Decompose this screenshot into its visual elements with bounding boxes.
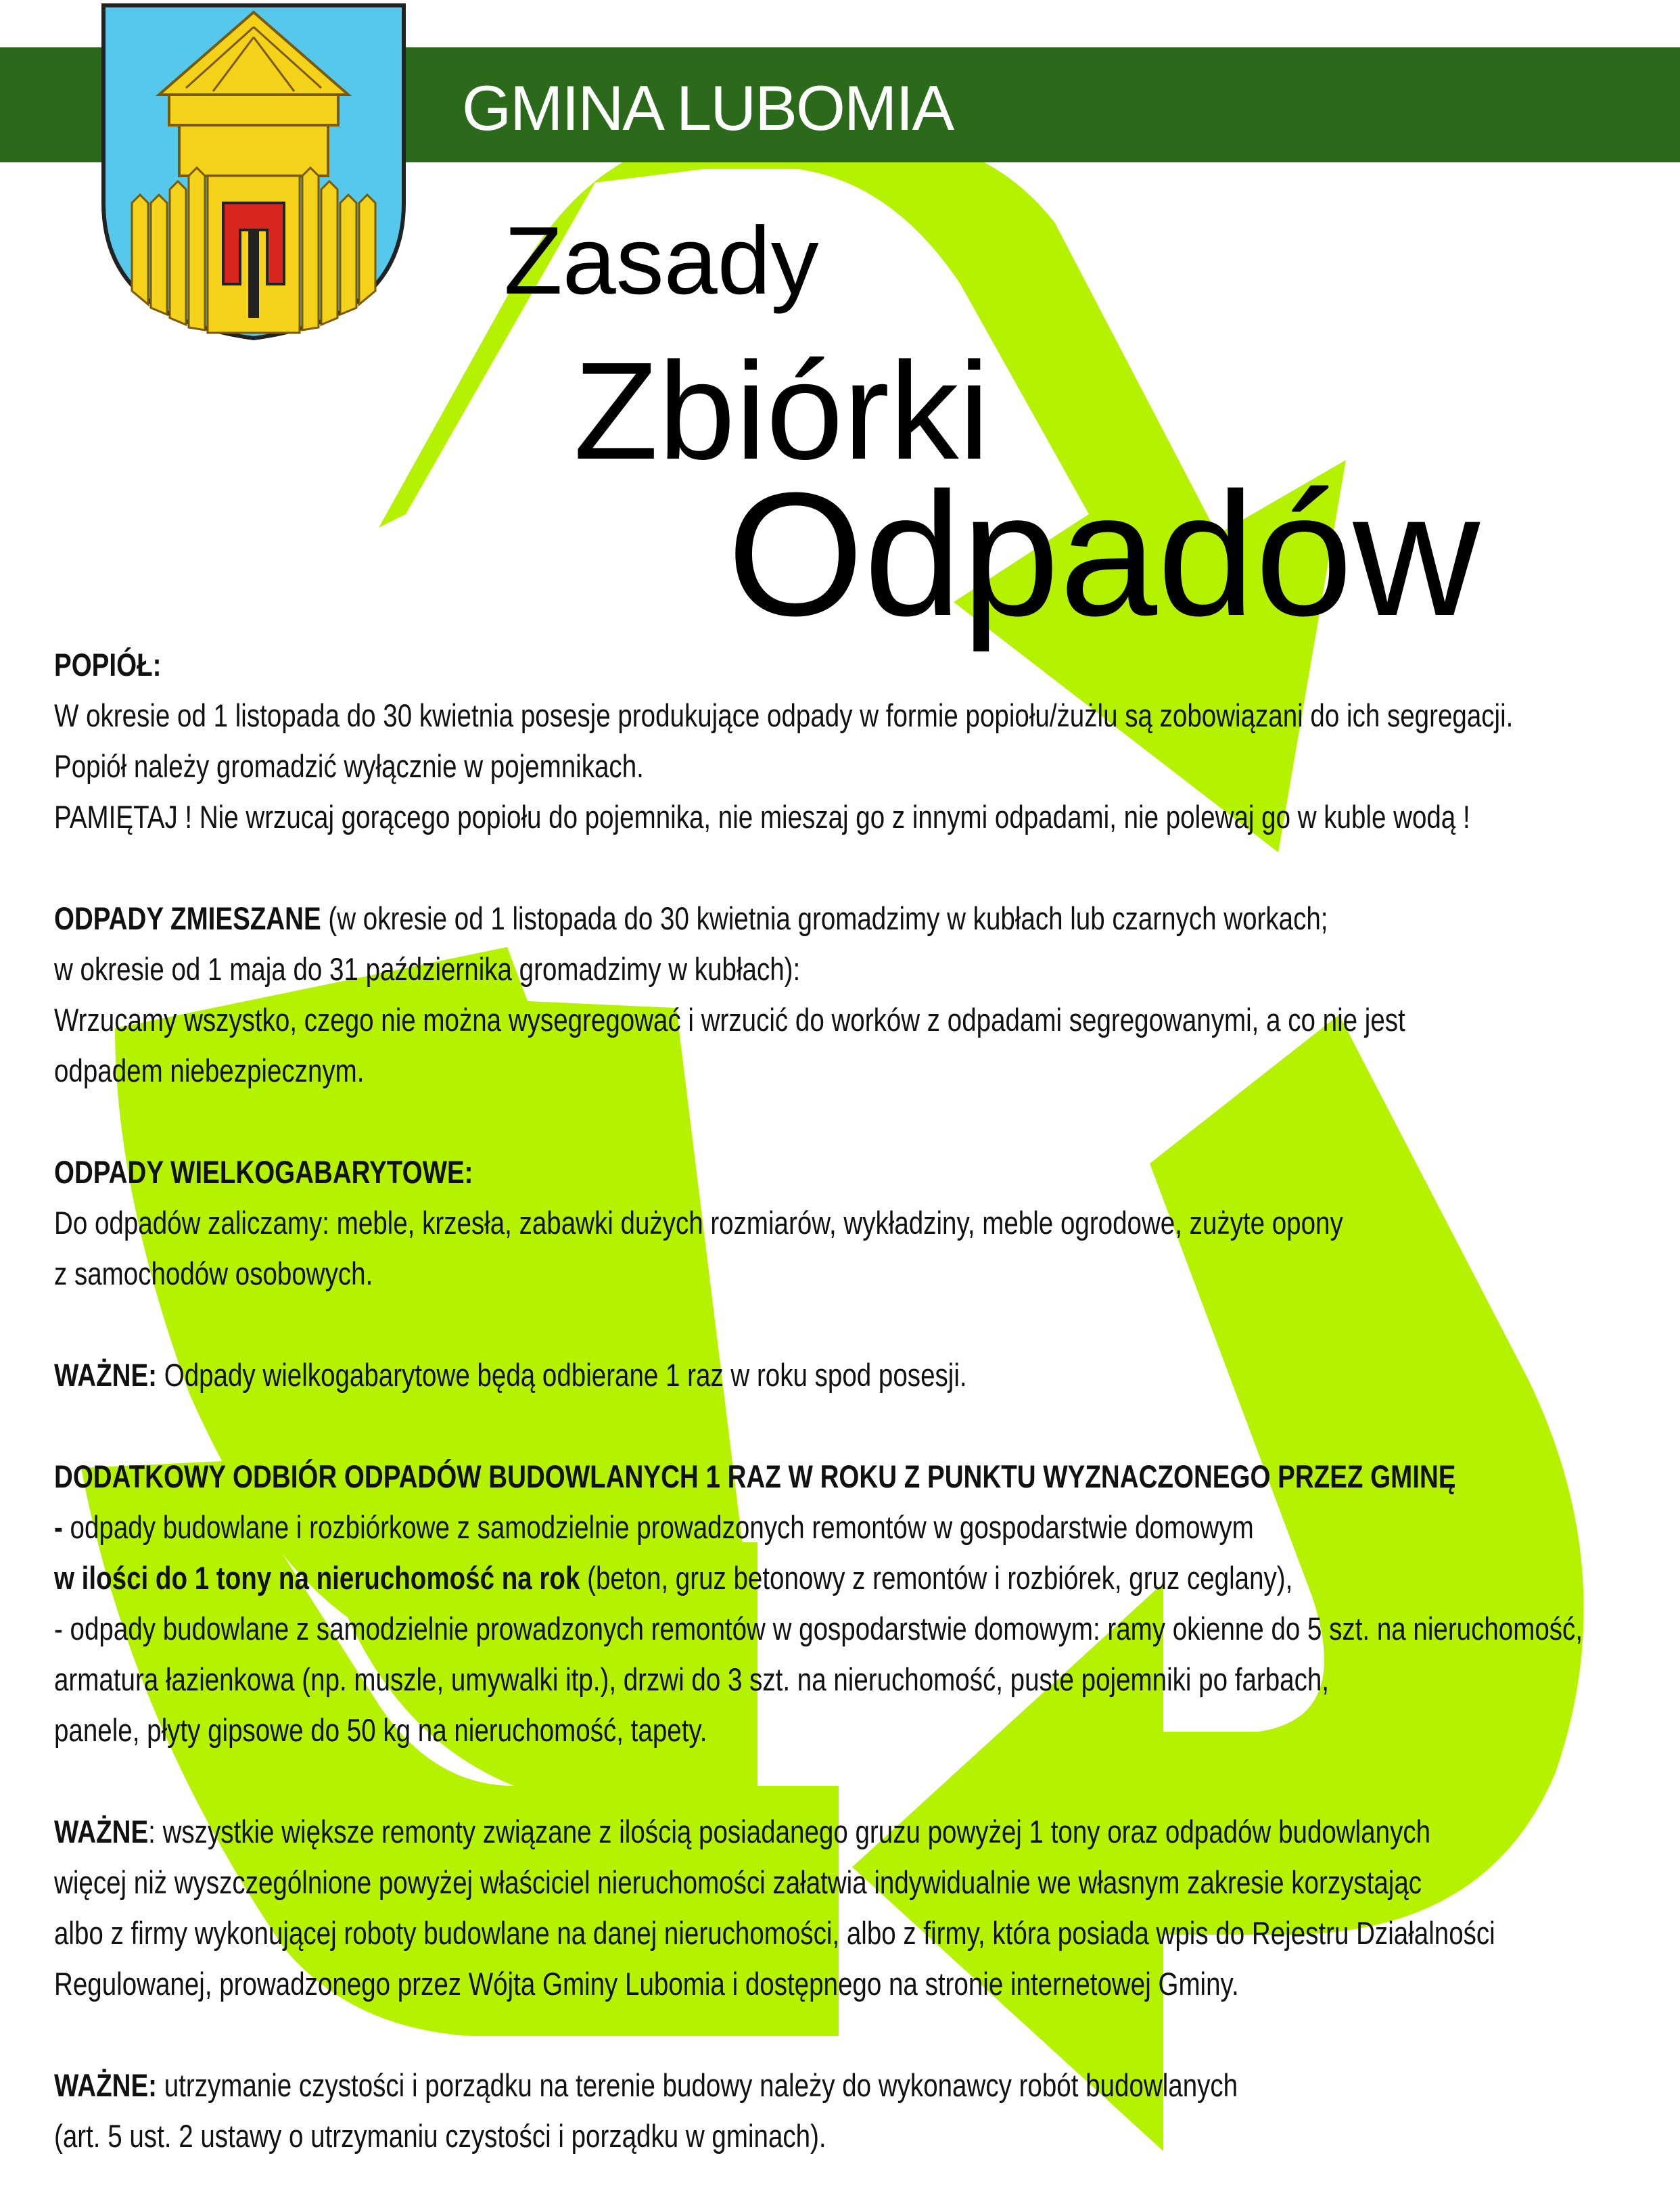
note-label: WAŻNE: bbox=[54, 2067, 158, 2103]
paragraph-line: odpady budowlane i rozbiórkowe z samodzielnie prowadzonych remontów w gospodarstwie domowym bbox=[62, 1509, 1254, 1545]
municipality-name: GMINA LUBOMIA bbox=[462, 72, 954, 143]
title-line-zasady: Zasady bbox=[504, 207, 819, 315]
rules-content bbox=[54, 639, 1652, 2212]
paragraph-line: PAMIĘTAJ ! Nie wrzucaj gorącego popiołu do pojemnika, nie mieszaj go z innymi odpadami, nie polewaj go w kuble wodą ! bbox=[54, 799, 1470, 835]
paragraph-line: Popiół należy gromadzić wyłącznie w pojemnikach. bbox=[54, 748, 644, 784]
paragraph-line: panele, płyty gipsowe do 50 kg na nieruchomość, tapety. bbox=[54, 1712, 707, 1748]
note-label: WAŻNE: bbox=[54, 1357, 158, 1393]
section-heading: DODATKOWY ODBIÓR ODPADÓW BUDOWLANYCH 1 RAZ W ROKU Z PUNKTU WYZNACZONEGO PRZEZ GMINĘ bbox=[54, 1458, 1456, 1494]
title-line-zbiorki: Zbiórki bbox=[574, 333, 990, 488]
paragraph-line: albo z firmy wykonującej roboty budowlane na danej nieruchomości, albo z firmy, która posiada wpis do Rejestru Działalności bbox=[54, 1915, 1495, 1951]
paragraph-line: utrzymanie czystości i porządku na terenie budowy należy do wykonawcy robót budowlanych bbox=[157, 2067, 1238, 2103]
paragraph-line: : wszystkie większe remonty związane z ilością posiadanego gruzu powyżej 1 tony oraz odpadów budowlanych bbox=[148, 1814, 1431, 1849]
section-ash bbox=[54, 639, 1652, 842]
paragraph-line: odpadem niebezpiecznym. bbox=[54, 1053, 365, 1088]
section-mixed-waste bbox=[54, 893, 1652, 1096]
paragraph-line: więcej niż wyszczególnione powyżej właściciel nieruchomości załatwia indywidualnie we własnym zakresie korzystając bbox=[54, 1864, 1422, 1900]
paragraph-line: W okresie od 1 listopada do 30 kwietnia posesje produkujące odpady w formie popiołu/żużlu są zobowiązani do ich segregacji. bbox=[54, 697, 1514, 733]
paragraph-line: (w okresie od 1 listopada do 30 kwietnia gromadzimy w kubłach lub czarnych workach; bbox=[321, 900, 1328, 936]
title-line-odpadow: Odpadów bbox=[727, 457, 1480, 653]
coat-of-arms-emblem bbox=[98, 0, 409, 342]
section-heading: ODPADY ZMIESZANE bbox=[54, 900, 321, 936]
section-heading: POPIÓŁ: bbox=[54, 647, 162, 683]
section-heading: ODPADY WIELKOGABARYTOWE: bbox=[54, 1154, 473, 1190]
paragraph-line: z samochodów osobowych. bbox=[54, 1255, 373, 1291]
paragraph-line: - odpady budowlane z samodzielnie prowadzonych remontów w gospodarstwie domowym: ramy okienne do 5 szt. na nieruchomość, bbox=[54, 1611, 1583, 1646]
emphasis-text: w ilości do 1 tony na nieruchomość na rok bbox=[54, 1560, 580, 1596]
list-dash: - bbox=[54, 1509, 63, 1545]
cleanliness-note bbox=[54, 2060, 1652, 2161]
paragraph-line: armatura łazienkowa (np. muszle, umywalki itp.), drzwi do 3 szt. na nieruchomość, puste pojemniki po farbach, bbox=[54, 1661, 1330, 1697]
paragraph-line: Odpady wielkogabarytowe będą odbierane 1 raz w roku spod posesji. bbox=[157, 1357, 967, 1393]
paragraph-line: (art. 5 ust. 2 ustawy o utrzymaniu czystości i porządku w gminach). bbox=[54, 2118, 826, 2154]
note-label: WAŻNE bbox=[54, 1814, 149, 1849]
paragraph-line: Do odpadów zaliczamy: meble, krzesła, zabawki dużych rozmiarów, wykładziny, meble ogrodowe, zużyte opony bbox=[54, 1205, 1343, 1241]
paragraph-line: Regulowanej, prowadzonego przez Wójta Gminy Lubomia i dostępnego na stronie internetowej Gminy. bbox=[54, 1966, 1239, 2002]
renovation-note bbox=[54, 1806, 1652, 2009]
bulky-waste-note bbox=[54, 1350, 1652, 1400]
section-construction-waste bbox=[54, 1451, 1652, 1755]
paragraph-line: (beton, gruz betonowy z remontów i rozbiórek, gruz ceglany), bbox=[580, 1560, 1293, 1596]
paragraph-line: w okresie od 1 maja do 31 października gromadzimy w kubłach): bbox=[54, 951, 801, 987]
paragraph-line: Wrzucamy wszystko, czego nie można wysegregować i wrzucić do worków z odpadami segregowanymi, a co nie jest bbox=[54, 1002, 1405, 1038]
section-bulky-waste bbox=[54, 1147, 1652, 1299]
